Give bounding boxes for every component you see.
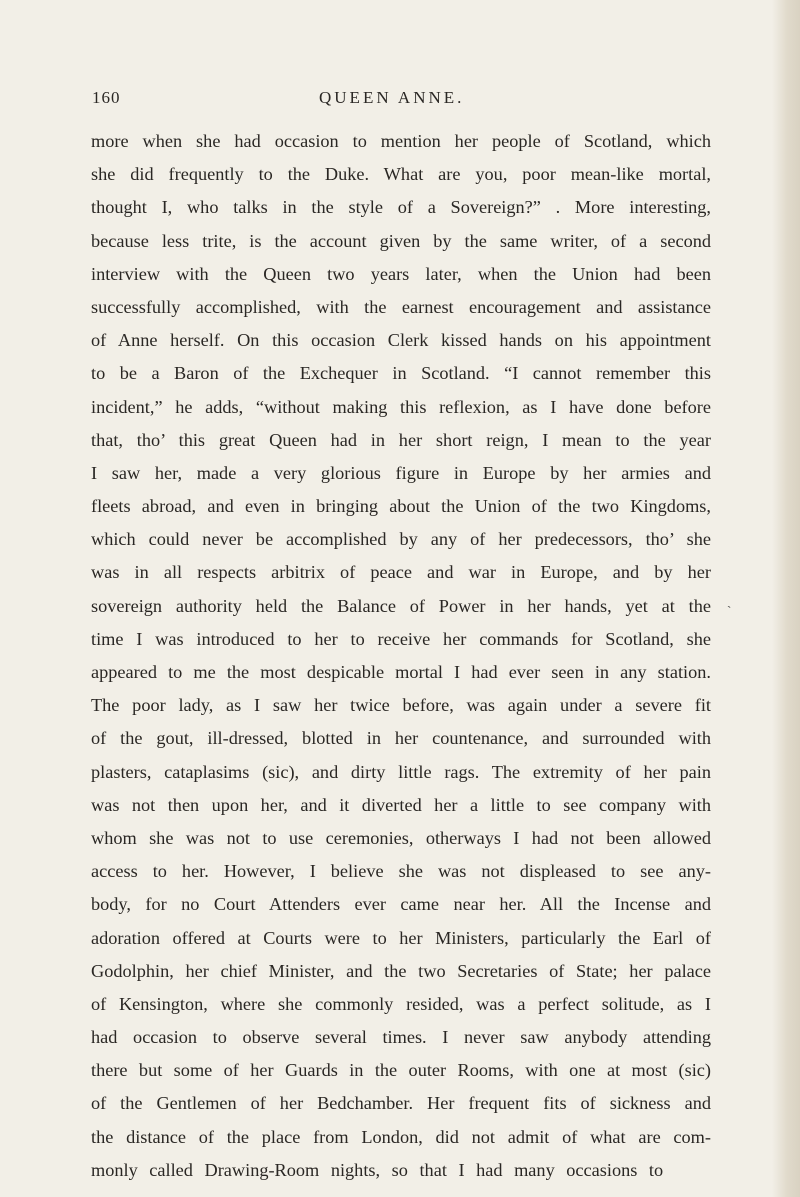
text-line: sovereign authority held the Balance of Power in her hands, yet at the bbox=[91, 595, 711, 616]
page-number: 160 bbox=[92, 88, 121, 107]
text-line: body, for no Court Attenders ever came near her. All the Incense and bbox=[91, 894, 711, 915]
text-line: that, tho’ this great Queen had in her short reign, I mean to the year bbox=[91, 429, 711, 450]
margin-mark: ˋ bbox=[727, 603, 732, 618]
text-line: incident,” he adds, “without making this reflexion, as I have done before bbox=[91, 396, 711, 417]
text-line: the distance of the place from London, did not admit of what are com- bbox=[91, 1126, 711, 1147]
text-line: was not then upon her, and it diverted her a little to see company with bbox=[91, 794, 711, 815]
text-line: Godolphin, her chief Minister, and the two Secretaries of State; her palace bbox=[91, 960, 711, 981]
body-text bbox=[91, 125, 711, 1187]
text-line: had occasion to observe several times. I never saw anybody attending bbox=[91, 1027, 711, 1048]
page-edge-shadow bbox=[772, 0, 800, 1197]
text-line: more when she had occasion to mention her people of Scotland, which bbox=[91, 131, 711, 151]
text-line: whom she was not to use ceremonies, otherways I had not been allowed bbox=[91, 827, 711, 848]
text-line: of the Gentlemen of her Bedchamber. Her frequent fits of sickness and bbox=[91, 1093, 711, 1114]
text-line: The poor lady, as I saw her twice before, was again under a severe fit bbox=[91, 695, 711, 716]
text-line: which could never be accomplished by any of her predecessors, tho’ she bbox=[91, 529, 711, 550]
text-line: appeared to me the most despicable mortal I had ever seen in any station. bbox=[91, 662, 711, 682]
text-line: she did frequently to the Duke. What are you, poor mean-like mortal, bbox=[91, 164, 711, 185]
text-line: fleets abroad, and even in bringing about the Union of the two Kingdoms, bbox=[91, 496, 711, 517]
text-line: time I was introduced to her to receive her commands for Scotland, she bbox=[91, 628, 711, 649]
text-line: thought I, who talks in the style of a Sovereign?” . More interesting, bbox=[91, 197, 711, 218]
text-line: interview with the Queen two years later, when the Union had been bbox=[91, 263, 711, 284]
text-line: of Kensington, where she commonly resided, was a perfect solitude, as I bbox=[91, 993, 711, 1014]
text-line: adoration offered at Courts were to her Ministers, particularly the Earl of bbox=[91, 927, 711, 948]
text-line: access to her. However, I believe she was not displeased to see any- bbox=[91, 861, 711, 882]
text-line: monly called Drawing-Room nights, so that I had many occasions to bbox=[91, 1159, 664, 1180]
text-line: successfully accomplished, with the earnest encouragement and assistance bbox=[91, 296, 711, 317]
text-line: of Anne herself. On this occasion Clerk kissed hands on his appointment bbox=[91, 330, 711, 351]
text-line: of the gout, ill-dressed, blotted in her countenance, and surrounded with bbox=[91, 728, 711, 749]
text-line: because less trite, is the account given by the same writer, of a second bbox=[91, 230, 711, 251]
running-title: QUEEN ANNE. bbox=[319, 88, 465, 107]
text-line: there but some of her Guards in the outer Rooms, with one at most (sic) bbox=[91, 1060, 711, 1081]
text-line: plasters, cataplasims (sic), and dirty little rags. The extremity of her pain bbox=[91, 761, 711, 782]
text-line: I saw her, made a very glorious figure in Europe by her armies and bbox=[91, 462, 711, 483]
text-line: was in all respects arbitrix of peace and war in Europe, and by her bbox=[91, 562, 711, 583]
text-line: to be a Baron of the Exchequer in Scotland. “I cannot remember this bbox=[91, 363, 711, 384]
page-header bbox=[92, 88, 698, 110]
